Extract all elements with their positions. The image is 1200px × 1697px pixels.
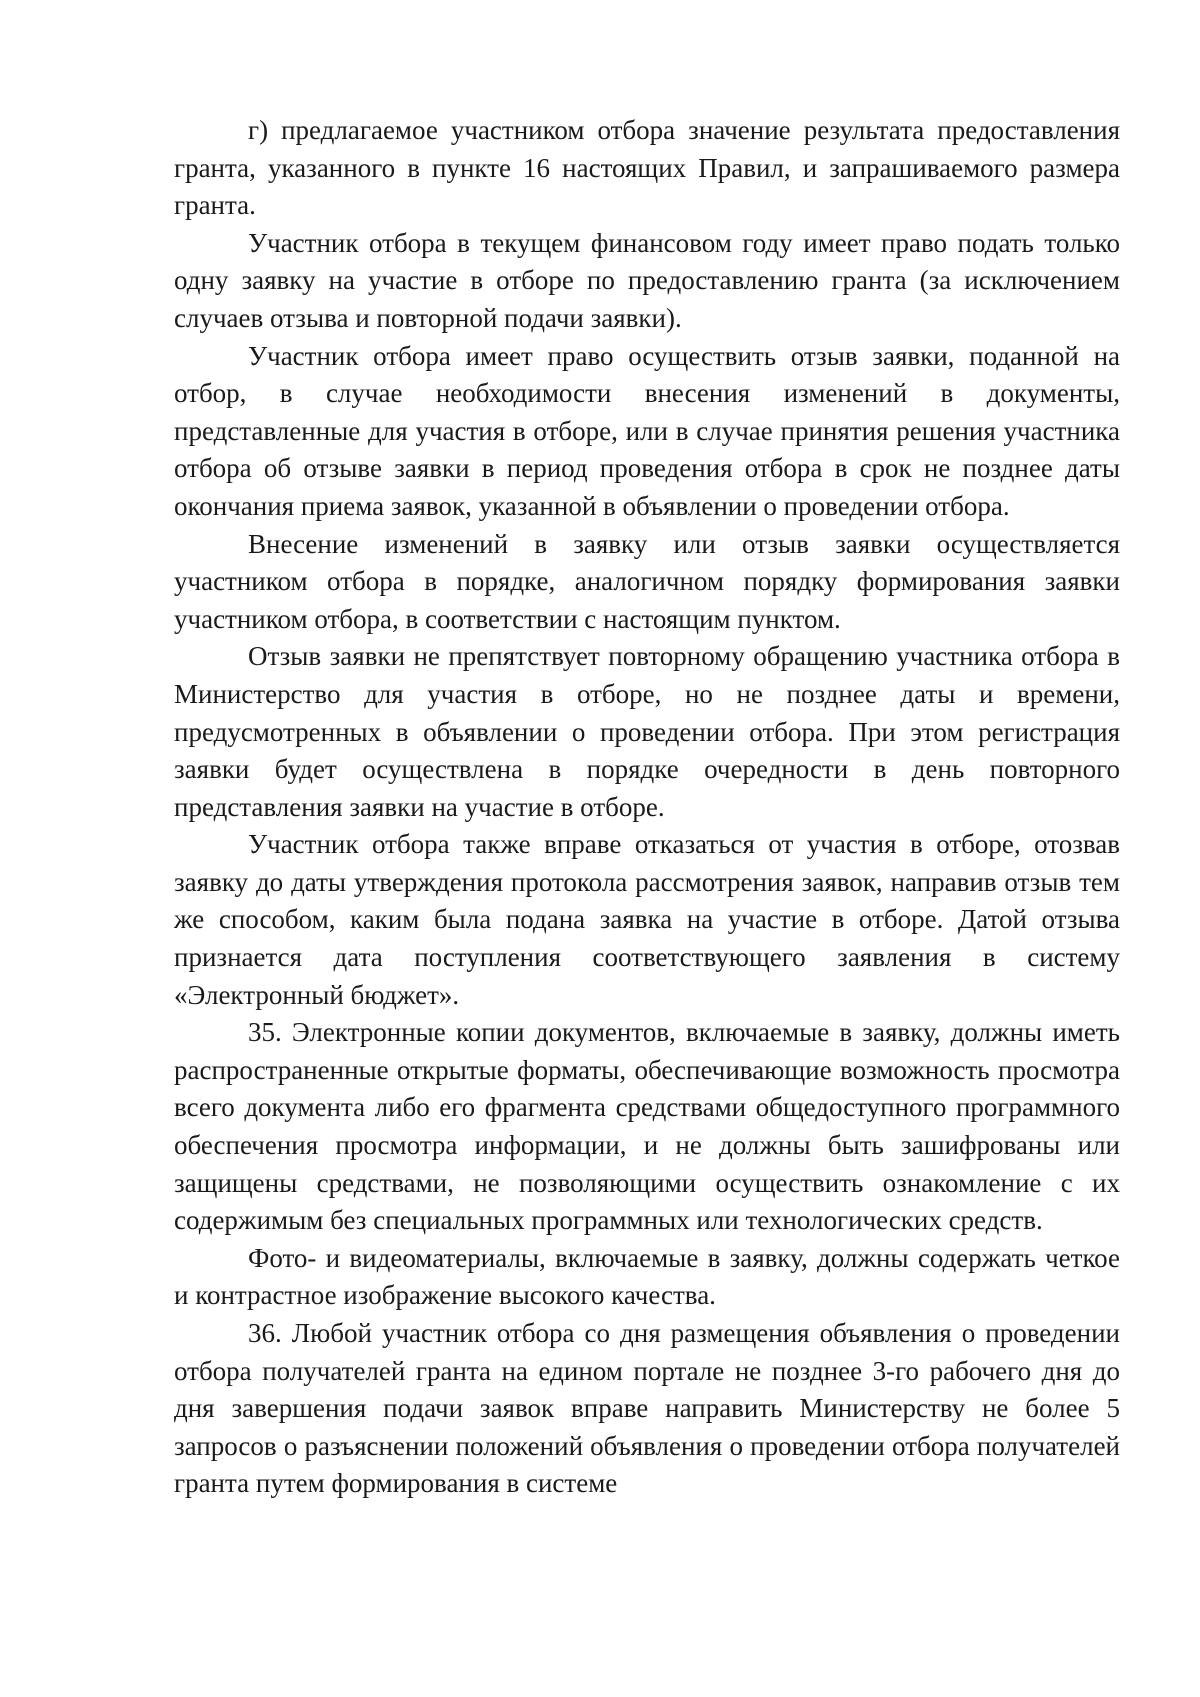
paragraph-refusal: Участник отбора также вправе отказаться от участия в отборе, отозвав заявку до даты утверждения протокола рассмотрения заявок, направив отзыв тем же способом, каким была подана заявка на участие в отборе. Датой отзыва признается дата поступления соответствующего заявления в систему «Электронный бюджет».	[174, 829, 1120, 1010]
paragraph-single-application: Участник отбора в текущем финансовом году имеет право подать только одну заявку на участие в отборе по предоставлению гранта (за исключением случаев отзыва и повторной подачи заявки).	[174, 227, 1120, 333]
paragraph-withdrawal-right: Участник отбора имеет право осуществить отзыв заявки, поданной на отбор, в случае необходимости внесения изменений в документы, представленные для участия в отборе, или в случае принятия решения участника отбора об отзыве заявки в период проведения отбора в срок не позднее даты окончания приема заявок, указанной в объявлении о проведении отбора.	[174, 340, 1120, 521]
paragraph-photo-video: Фото- и видеоматериалы, включаемые в заявку, должны содержать четкое и контрастное изображение высокого качества.	[174, 1242, 1120, 1311]
paragraph-36-clarification-requests: 36. Любой участник отбора со дня размещения объявления о проведении отбора получателей гранта на едином портале не позднее 3-го рабочего дня до дня завершения подачи заявок вправе направить Министерству не более 5 запросов о разъяснении положений объявления о проведении отбора получателей гранта путем формирования в системе	[174, 1318, 1120, 1499]
paragraph-subitem-g: г) предлагаемое участником отбора значение результата предоставления гранта, указанного в пункте 16 настоящих Правил, и запрашиваемого размера гранта.	[174, 115, 1120, 221]
paragraph-repeat-application: Отзыв заявки не препятствует повторному обращению участника отбора в Министерство для участия в отборе, но не позднее даты и времени, предусмотренных в объявлении о проведении отбора. При этом регистрация заявки будет осуществлена в порядке очередности в день повторного представления заявки на участие в отборе.	[174, 641, 1120, 822]
document-body	[174, 112, 1120, 1503]
paragraph-changes-procedure: Внесение изменений в заявку или отзыв заявки осуществляется участником отбора в порядке, аналогичном порядку формирования заявки участником отбора, в соответствии с настоящим пунктом.	[174, 528, 1120, 634]
paragraph-35-electronic-copies: 35. Электронные копии документов, включаемые в заявку, должны иметь распространенные открытые форматы, обеспечивающие возможность просмотра всего документа либо его фрагмента средствами общедоступного программного обеспечения просмотра информации, и не должны быть зашифрованы или защищены средствами, не позволяющими осуществить ознакомление с их содержимым без специальных программных или технологических средств.	[174, 1017, 1120, 1236]
